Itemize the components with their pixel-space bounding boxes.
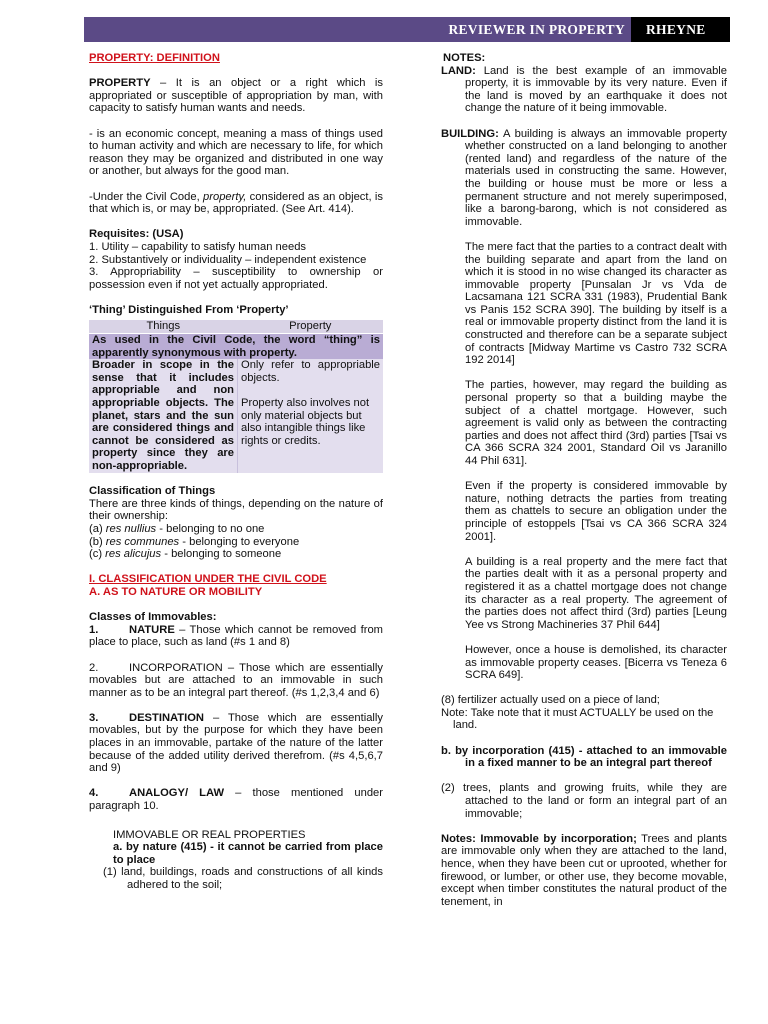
table-header-things: Things [89, 320, 238, 333]
header-title: REVIEWER IN PROPERTY [448, 22, 625, 37]
building-paragraph: The mere fact that the parties to a contract dealt with the building separate and apart from the land on which it is stood in no wise changed its character as immovable property [Punsalan Jr vs Vda de Lacsamana 121 SCRA 331 (1983), Prudential Bank vs Panis 152 SCRA 390]. The building by itself is a real or immovable property distinct from the land it is constructed and therefore can be a separate subject of contracts [Midway Martime vs Castro 732 SCRA 192 2014] [465, 240, 727, 367]
building-paragraph: The parties, however, may regard the building as personal property so that a building maybe the subject of a chattel mortgage. However, such agreement is valid only as between the contracting parties and does not affect third (3rd) parties [Tsai vs CA 366 SCRA 324 2001, Standard Oil vs Jaranillo 44 Phil 631]. [465, 379, 727, 467]
header-tag [631, 17, 730, 42]
item-trees: (2) trees, plants and growing fruits, while they are attached to the land or form an integral part of an immovable; [441, 782, 727, 820]
definition-paragraph: PROPERTY – It is an object or a right which is appropriated or susceptible of appropriation by man, with capacity to satisfy human wants and needs. [89, 77, 383, 115]
requisites-heading: Requisites: (USA) [89, 228, 184, 241]
note-building: BUILDING: A building is always an immovable property whether constructed on a land belonging to another (rented land) and regardless of the nature of the materials used in constructing the same. However, the building or house must be more or less a permanent structure and not merely superimposed, like a barong-barong, which is not considered as immovable. [441, 127, 727, 228]
classification-heading: Classification of Things [89, 485, 216, 498]
note-land: LAND: Land is the best example of an immovable property, it is immovable by its very nature. Even if the land is moved by an earthquake it does not change the nature of it being immovable. [441, 64, 727, 115]
by-nature-item: (1) land, buildings, roads and constructions of all kinds adhered to the soil; [103, 866, 383, 891]
classification-item: (b) res communes - belonging to everyone [89, 535, 300, 548]
table-cell-things: Broader in scope in the sense that it includes appropriable and non appropriable objects. The planet, stars and the sun are considered things and cannot be considered as property since they are non-appropriable. [89, 359, 238, 472]
by-incorporation-heading: b. by incorporation (415) - attached to an immovable in a fixed manner to be an integral part thereof [441, 744, 727, 770]
heading-definition: PROPERTY: DEFINITION [89, 52, 220, 64]
left-column [89, 52, 383, 892]
table-span-row: As used in the Civil Code, the word “thing” is apparently synonymous with property. [89, 334, 383, 360]
classification-text: There are three kinds of things, depending on the nature of their ownership: [89, 497, 383, 523]
note-incorporation: Notes: Immovable by incorporation; Trees and plants are immovable only when they are attached to the land, hence, when they have been cut or uprooted, whether for firewood, or lumber, or other use, they become movable, except when timber constitutes the natural product of the tenement, in [441, 832, 727, 908]
table-header-property: Property [238, 320, 384, 333]
building-paragraph: However, once a house is demolished, its character as immovable property ceases. [Bicerra vs Teneza 6 SCRA 649]. [465, 643, 727, 682]
section-heading: I. CLASSIFICATION UNDER THE CIVIL CODE [89, 573, 327, 586]
things-property-table [89, 320, 383, 472]
table-cell-property: Only refer to appropriable objects. Property also involves not only material objects but also intangible things like rights or credits. [238, 359, 384, 472]
item-fertilizer: (8) fertilizer actually used on a piece of land; [441, 694, 660, 707]
header-banner [84, 17, 730, 42]
immovable-class-item: 1. NATURE – Those which cannot be removed from place to place, such as land (#s 1 and 8) [89, 623, 383, 649]
note-take: Note: Take note that it must ACTUALLY be used on the land. [441, 706, 714, 732]
notes-heading: NOTES: [443, 52, 486, 64]
classification-item: (c) res alicujus - belonging to someone [89, 548, 282, 561]
thing-vs-property-heading: ‘Thing’ Distinguished From ‘Property’ [89, 303, 289, 316]
header-author: RHEYNE [646, 22, 706, 37]
immovable-class-item: 3. DESTINATION – Those which are essentially movables, but by the purpose for which they have been places in an immovable, partake of the nature of the latter because of the added utility derived therefrom. (#s 4,5,6,7 and 9) [89, 711, 383, 775]
building-paragraph: Even if the property is considered immovable by nature, nothing detracts the parties from treating them as chattels to secure an obligation under the principle of estoppels [Tsai vs CA 366 SCRA 324 2001]. [465, 480, 727, 543]
requisite-item: 2. Substantively or individuality – independent existence [89, 253, 367, 266]
requisite-item: 1. Utility – capability to satisfy human needs [89, 240, 307, 253]
economic-concept-paragraph: - is an economic concept, meaning a mass of things used to human activity and which are necessary to life, for which reason they may be organized and distributed in one way or another, but always for the good man. [89, 127, 383, 178]
immovable-class-item: 2. INCORPORATION – Those which are essentially movables but are attached to an immovable in such manner as to be an integral part thereof. (#s 1,2,3,4 and 6) [89, 661, 383, 699]
header-band [84, 17, 631, 42]
immovable-class-item: 4. ANALOGY/ LAW – those mentioned under paragraph 10. [89, 787, 383, 813]
subsection-heading: A. AS TO NATURE OR MOBILITY [89, 585, 263, 598]
right-column [441, 52, 727, 908]
classification-item: (a) res nullius - belonging to no one [89, 522, 265, 535]
by-nature-heading: a. by nature (415) - it cannot be carried from place to place [113, 841, 383, 866]
civil-code-paragraph: -Under the Civil Code, property, considered as an object, is that which is, or may be, appropriated. (See Art. 414). [89, 190, 383, 216]
building-paragraph: A building is a real property and the mere fact that the parties dealt with it as a personal property and registered it as a chattel mortgage does not change its character as a real property. The agreement of the parties does not affect third (3rd) parties [Leung Yee vs Strong Machineries 37 Phil 644] [465, 555, 727, 631]
immovables-heading: Classes of Immovables: [89, 611, 217, 624]
requisite-item: 3. Appropriability – susceptibility to ownership or possession even if not yet actually appropriated. [89, 266, 383, 291]
immovable-real-heading: IMMOVABLE OR REAL PROPERTIES [113, 828, 306, 841]
